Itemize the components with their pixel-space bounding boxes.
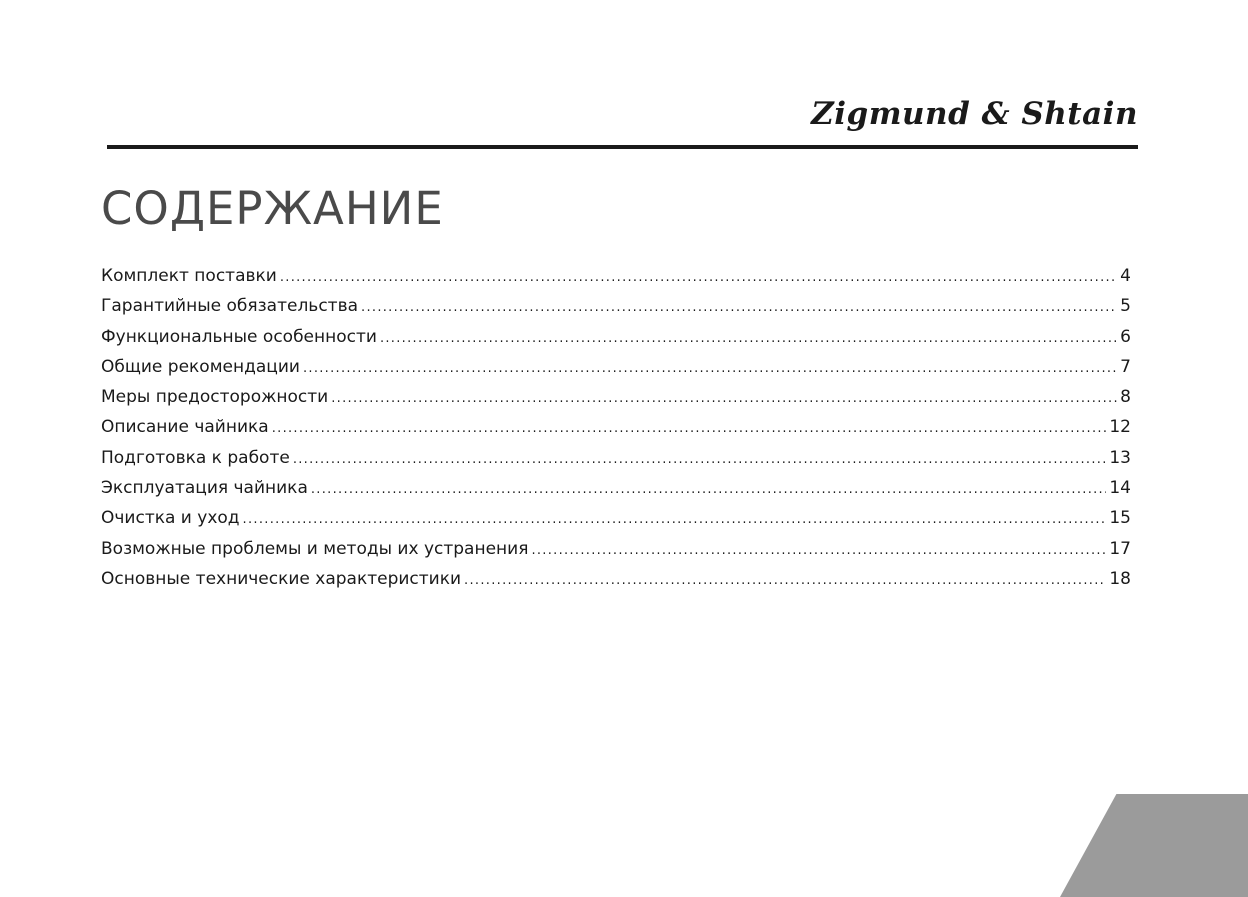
toc-dot-leader	[311, 475, 1106, 505]
toc-entry-specifications[interactable]	[101, 564, 1131, 594]
toc-entry-warranty[interactable]	[101, 291, 1131, 321]
toc-entry-label: Гарантийные обязательства	[101, 296, 359, 317]
toc-page-number: 15	[1109, 508, 1131, 529]
toc-dot-leader	[293, 445, 1107, 475]
toc-page-number: 4	[1120, 266, 1131, 286]
toc-dot-leader	[243, 505, 1107, 535]
toc-page-number: 13	[1109, 447, 1131, 468]
toc-entry-kettle-description[interactable]	[101, 412, 1131, 442]
toc-entry-label: Комплект поставки	[101, 266, 277, 286]
toc-dot-leader	[272, 414, 1107, 444]
table-of-contents	[101, 261, 1131, 594]
page-corner-tab	[1060, 794, 1248, 897]
toc-page-number: 18	[1109, 568, 1131, 589]
toc-entry-cleaning-care[interactable]	[101, 503, 1131, 533]
toc-entry-label: Очистка и уход	[101, 508, 240, 529]
toc-entry-preparation[interactable]	[101, 443, 1131, 473]
toc-entry-label: Функциональные особенности	[101, 326, 377, 347]
toc-entry-label: Подготовка к работе	[101, 447, 290, 468]
toc-page-number: 6	[1120, 326, 1131, 347]
toc-entry-label: Общие рекомендации	[101, 356, 300, 377]
toc-page-number: 5	[1120, 296, 1131, 317]
toc-entry-features[interactable]	[101, 322, 1131, 352]
toc-dot-leader	[361, 293, 1117, 323]
toc-page-number: 8	[1120, 387, 1131, 408]
toc-entry-label: Основные технические характеристики	[101, 568, 462, 589]
toc-dot-leader	[331, 384, 1117, 414]
page-title: СОДЕРЖАНИЕ	[101, 182, 444, 235]
toc-entry-troubleshooting[interactable]	[101, 534, 1131, 564]
toc-dot-leader	[280, 263, 1117, 293]
toc-page-number: 7	[1120, 356, 1131, 377]
toc-entry-label: Эксплуатация чайника	[101, 478, 308, 499]
toc-entry-general-recommendations[interactable]	[101, 352, 1131, 382]
toc-entry-label: Описание чайника	[101, 417, 269, 438]
toc-page-number: 14	[1109, 478, 1131, 499]
brand-logo: Zigmund & Shtain	[811, 96, 1138, 132]
toc-page-number: 17	[1109, 538, 1131, 559]
toc-entry-safety-precautions[interactable]	[101, 382, 1131, 412]
toc-entry-label: Меры предосторожности	[101, 387, 329, 408]
toc-entry-label: Возможные проблемы и методы их устранения	[101, 538, 529, 559]
toc-dot-leader	[464, 566, 1106, 596]
toc-dot-leader	[380, 324, 1117, 354]
toc-dot-leader	[531, 536, 1106, 566]
toc-entry-kit-contents[interactable]	[101, 261, 1131, 291]
header-divider	[107, 145, 1138, 149]
toc-dot-leader	[303, 354, 1117, 384]
toc-page-number: 12	[1109, 417, 1131, 438]
toc-entry-operation[interactable]	[101, 473, 1131, 503]
